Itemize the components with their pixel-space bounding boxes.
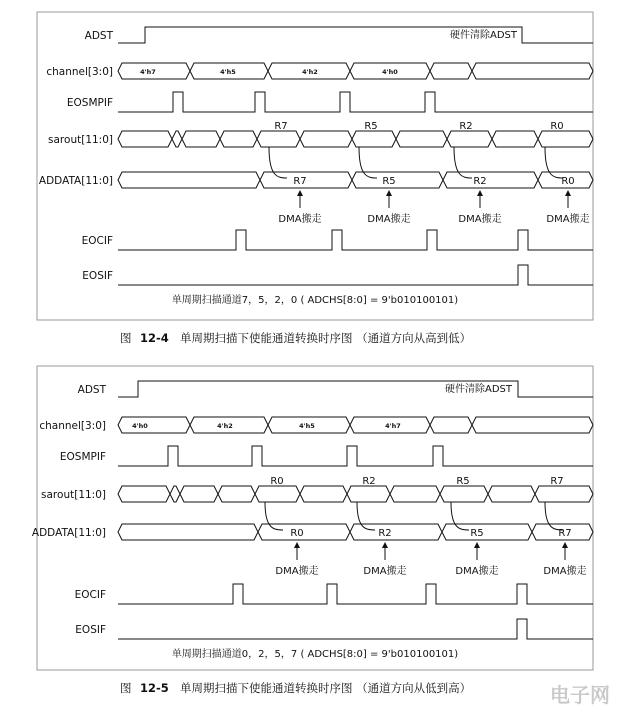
eosmpif-waveform bbox=[118, 92, 593, 112]
channel-value: 4'h0 bbox=[132, 422, 148, 430]
bus-segment bbox=[352, 131, 396, 147]
dma-arrow-head bbox=[562, 542, 568, 548]
eosif-waveform bbox=[118, 619, 593, 639]
transfer-arrow bbox=[357, 502, 375, 530]
sarout-bus bbox=[118, 131, 593, 147]
sarout-value: R2 bbox=[362, 476, 376, 487]
addata-value: R7 bbox=[558, 528, 572, 539]
caption-prefix: 图 bbox=[120, 331, 132, 345]
bus-segment bbox=[492, 131, 538, 147]
dma-arrow-head bbox=[477, 190, 483, 196]
channel-value: 4'h2 bbox=[302, 68, 318, 76]
figure-footnote: 单周期扫描通道7，5，2，0 ( ADCHS[8:0] = 9'b010100101) bbox=[171, 295, 459, 306]
sarout-value: R7 bbox=[274, 121, 288, 132]
hw-clear-note: 硬件清除ADST bbox=[450, 30, 517, 41]
transfer-arrow bbox=[545, 502, 563, 530]
bus-segment bbox=[257, 131, 300, 147]
signal-label-eosmpif: EOSMPIF bbox=[59, 451, 106, 463]
bus-segment bbox=[472, 63, 593, 79]
channel-bus bbox=[118, 417, 593, 433]
signal-label-eosif: EOSIF bbox=[82, 270, 113, 282]
figure-footnote: 单周期扫描通道0，2，5，7 ( ADCHS[8:0] = 9'b010100101) bbox=[171, 649, 459, 660]
sarout-value: R0 bbox=[550, 121, 564, 132]
dma-label: DMA搬走 bbox=[543, 566, 587, 577]
caption-text: 单周期扫描下使能通道转换时序图 （通道方向从低到高） bbox=[180, 681, 472, 695]
signal-label-channel: channel[3:0] bbox=[39, 420, 106, 432]
bus-segment bbox=[350, 524, 442, 540]
transfer-arrow bbox=[451, 502, 469, 530]
bus-segment bbox=[430, 417, 472, 433]
channel-value: 4'h7 bbox=[140, 68, 156, 76]
caption-number: 12-5 bbox=[140, 681, 169, 695]
transfer-arrow bbox=[265, 502, 283, 530]
dma-label: DMA搬走 bbox=[367, 214, 411, 225]
bus-segment bbox=[440, 486, 488, 502]
bus-segment bbox=[172, 131, 182, 147]
sarout-value: R5 bbox=[456, 476, 470, 487]
addata-value: R2 bbox=[378, 528, 392, 539]
addata-value: R2 bbox=[473, 176, 487, 187]
signal-label-adst: ADST bbox=[77, 384, 106, 396]
bus-segment bbox=[300, 486, 347, 502]
bus-segment bbox=[390, 486, 440, 502]
figure-frame bbox=[37, 366, 593, 670]
dma-arrow-head bbox=[294, 542, 300, 548]
signal-label-addata: ADDATA[11:0] bbox=[38, 175, 113, 187]
addata-value: R0 bbox=[290, 528, 304, 539]
bus-segment bbox=[430, 63, 472, 79]
eosif-waveform bbox=[118, 265, 593, 285]
dma-arrow-head bbox=[386, 190, 392, 196]
eosmpif-waveform bbox=[118, 446, 593, 466]
signal-label-channel: channel[3:0] bbox=[46, 66, 113, 78]
eocif-waveform bbox=[118, 230, 593, 250]
addata-value: R7 bbox=[293, 176, 307, 187]
sarout-value: R7 bbox=[550, 476, 564, 487]
signal-label-eosmpif: EOSMPIF bbox=[66, 97, 113, 109]
dma-label: DMA搬走 bbox=[455, 566, 499, 577]
bus-segment bbox=[118, 172, 260, 188]
bus-segment bbox=[300, 131, 352, 147]
dma-arrow-head bbox=[565, 190, 571, 196]
sarout-value: R0 bbox=[270, 476, 284, 487]
channel-value: 4'h2 bbox=[217, 422, 233, 430]
adst-waveform bbox=[118, 27, 593, 43]
signal-label-sarout: sarout[11:0] bbox=[48, 134, 113, 146]
caption-number: 12-4 bbox=[140, 331, 169, 345]
hw-clear-note: 硬件清除ADST bbox=[445, 384, 512, 395]
sarout-value: R2 bbox=[459, 121, 473, 132]
channel-value: 4'h5 bbox=[220, 68, 236, 76]
timing-figure-2 bbox=[32, 366, 593, 695]
signal-label-eocif: EOCIF bbox=[74, 589, 106, 601]
bus-segment bbox=[118, 131, 172, 147]
eocif-waveform bbox=[118, 584, 593, 604]
bus-segment bbox=[220, 131, 257, 147]
signal-label-adst: ADST bbox=[84, 30, 113, 42]
adst-waveform bbox=[118, 381, 593, 397]
addata-bus bbox=[118, 524, 593, 540]
bus-segment bbox=[442, 524, 532, 540]
bus-segment bbox=[255, 486, 300, 502]
bus-segment bbox=[218, 486, 255, 502]
bus-segment bbox=[118, 417, 190, 433]
sarout-bus bbox=[118, 486, 593, 502]
signal-label-addata: ADDATA[11:0] bbox=[31, 527, 106, 539]
caption-text: 单周期扫描下使能通道转换时序图 （通道方向从高到低） bbox=[180, 331, 472, 345]
signal-label-eosif: EOSIF bbox=[75, 624, 106, 636]
transfer-arrow bbox=[545, 147, 563, 178]
channel-value: 4'h5 bbox=[299, 422, 315, 430]
bus-segment bbox=[447, 131, 492, 147]
watermark-logo: 电子网 bbox=[550, 683, 610, 707]
bus-segment bbox=[258, 524, 350, 540]
transfer-arrow bbox=[359, 147, 377, 178]
dma-label: DMA搬走 bbox=[275, 566, 319, 577]
bus-segment bbox=[182, 131, 220, 147]
bus-segment bbox=[118, 486, 170, 502]
channel-value: 4'h7 bbox=[385, 422, 401, 430]
signal-label-sarout: sarout[11:0] bbox=[41, 489, 106, 501]
dma-label: DMA搬走 bbox=[458, 214, 502, 225]
bus-segment bbox=[488, 486, 535, 502]
caption-prefix: 图 bbox=[120, 681, 132, 695]
timing-figure-1 bbox=[37, 12, 593, 345]
bus-segment bbox=[180, 486, 218, 502]
dma-arrow-head bbox=[382, 542, 388, 548]
dma-arrow-head bbox=[297, 190, 303, 196]
dma-arrow-head bbox=[474, 542, 480, 548]
addata-value: R5 bbox=[382, 176, 396, 187]
transfer-arrow bbox=[454, 147, 472, 178]
bus-segment bbox=[396, 131, 447, 147]
bus-segment bbox=[538, 131, 593, 147]
bus-segment bbox=[443, 172, 538, 188]
transfer-arrow bbox=[269, 147, 287, 178]
addata-value: R5 bbox=[470, 528, 484, 539]
channel-value: 4'h0 bbox=[382, 68, 398, 76]
addata-value: R0 bbox=[561, 176, 575, 187]
bus-segment bbox=[118, 524, 258, 540]
bus-segment bbox=[472, 417, 593, 433]
bus-segment bbox=[347, 486, 390, 502]
bus-segment bbox=[535, 486, 593, 502]
channel-bus bbox=[118, 63, 593, 79]
figure-frame bbox=[37, 12, 593, 320]
dma-label: DMA搬走 bbox=[278, 214, 322, 225]
dma-label: DMA搬走 bbox=[363, 566, 407, 577]
bus-segment bbox=[170, 486, 180, 502]
addata-bus bbox=[118, 172, 593, 188]
signal-label-eocif: EOCIF bbox=[81, 235, 113, 247]
dma-label: DMA搬走 bbox=[546, 214, 590, 225]
sarout-value: R5 bbox=[364, 121, 378, 132]
